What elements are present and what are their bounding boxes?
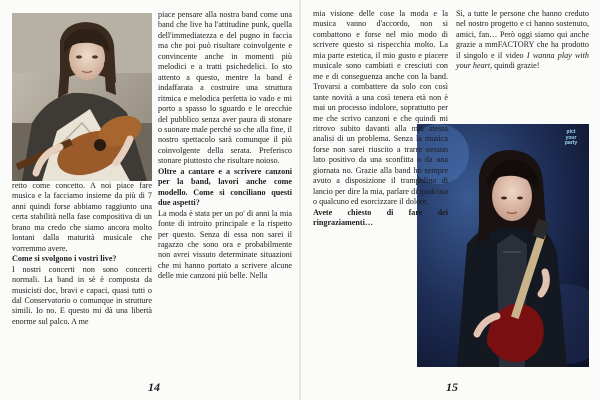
page-number-right: 15	[446, 380, 458, 394]
paragraph: La moda è stata per un po' di anni la mia fonte di introito principale e la rispetto per questo. Senza di essa non sarei il ragazzo che sono ora e probabilmente non avrei vissuto determinate situazioni che mi hanno portato a scrivere alcune delle mie canzoni più belle. Nella	[158, 208, 292, 281]
paragraph: I nostri concerti non sono concerti normali. La band in sè è composta da musicisti doc, bravi e capaci, quasi tutti o dal Conservatorio o comunque in strutture simili. Io no. E questo mi dà una libertà enorme sul palco. A me	[12, 264, 152, 326]
watermark-line: party	[564, 140, 578, 146]
column-4	[456, 9, 589, 72]
column-2	[158, 10, 292, 282]
watermark-line: your	[565, 134, 577, 141]
song-title: I wanna play with your heart	[456, 50, 589, 71]
paragraph: piace pensare alla nostra band come una band che live ha l'attitudine punk, quella dell'immediatezza e del pugno in faccia ma che poi può risultare coinvolgente e convincente anche in momenti più melodici e a tratti psichedelici. Io sto attento a questo, mentre la band è indaffarata a costruire una struttura ritmica e melodica perfetta io vado e mi porto a spasso lo sguardo e le orecchie del pubblico senza aver paura di stonare o suonare male perché so che alla fine, il nostro spettacolo sarà comunque il più coinvolgente della serata. Preferisco stonare piuttosto che risultare noioso.	[158, 10, 292, 166]
acoustic-guitar-photo	[12, 13, 152, 181]
paragraph	[456, 9, 589, 72]
watermark-line: pict	[566, 129, 576, 135]
paragraph: retto come concetto. A noi piace fare musica e la facciamo insieme da più di 7 anni quindi forse abbiamo raggiunto una certa stabilità nella fase compositiva di un brano ma credo che siamo ancora molto lontani dalla maturità musicale che vorremmo avere.	[12, 181, 152, 253]
paragraph-text: Sì, a tutte le persone che hanno creduto nel nostro progetto e ci hanno sostenuto, amici, fan… Però oggi siamo qui anche grazie a mmFACTORY che ha prodotto il singolo e il video	[456, 9, 589, 60]
interview-question: Come si svolgono i vostri live?	[12, 254, 117, 264]
photo-watermark	[556, 130, 586, 147]
column-3	[313, 9, 448, 229]
paragraph-text: , quindi grazie!	[490, 61, 540, 71]
page-number-left: 14	[148, 380, 160, 394]
interview-question: Oltre a cantare e a scrivere canzoni per la band, lavori anche come modello. Come si conciliano questi due aspetti?	[158, 166, 292, 208]
interview-question: Avete chiesto di fare dei ringraziamenti…	[313, 207, 448, 228]
column-1	[12, 181, 152, 327]
paragraph: mia visione delle cose la moda e la musica vanno d'accordo, non si combattono e forse nel mio modo di scrivere questo si rispecchia molto. La mia parte estetica, il mio gusto e piacere musicale sono cambiati e cresciuti con me e di conseguenza anche con la band. Trovarsi a combattere da solo con così tante novità a una così tenera età non è mai un processo indolore, soprattutto per me che scrivo canzoni e che quindi mi ritrovo subito davanti alla mia stessa analisi di un problema. Senza la musica forse non sarei riuscito a trarre nessun lato positivo da una sconfitta o da una giornata no. Grazie alla band ho sempre avuto a disposizione il trampolino di lancio per dire la mia, parlare di qualcosa o qualcuno ed esorcizzare il dolore.	[313, 9, 448, 207]
